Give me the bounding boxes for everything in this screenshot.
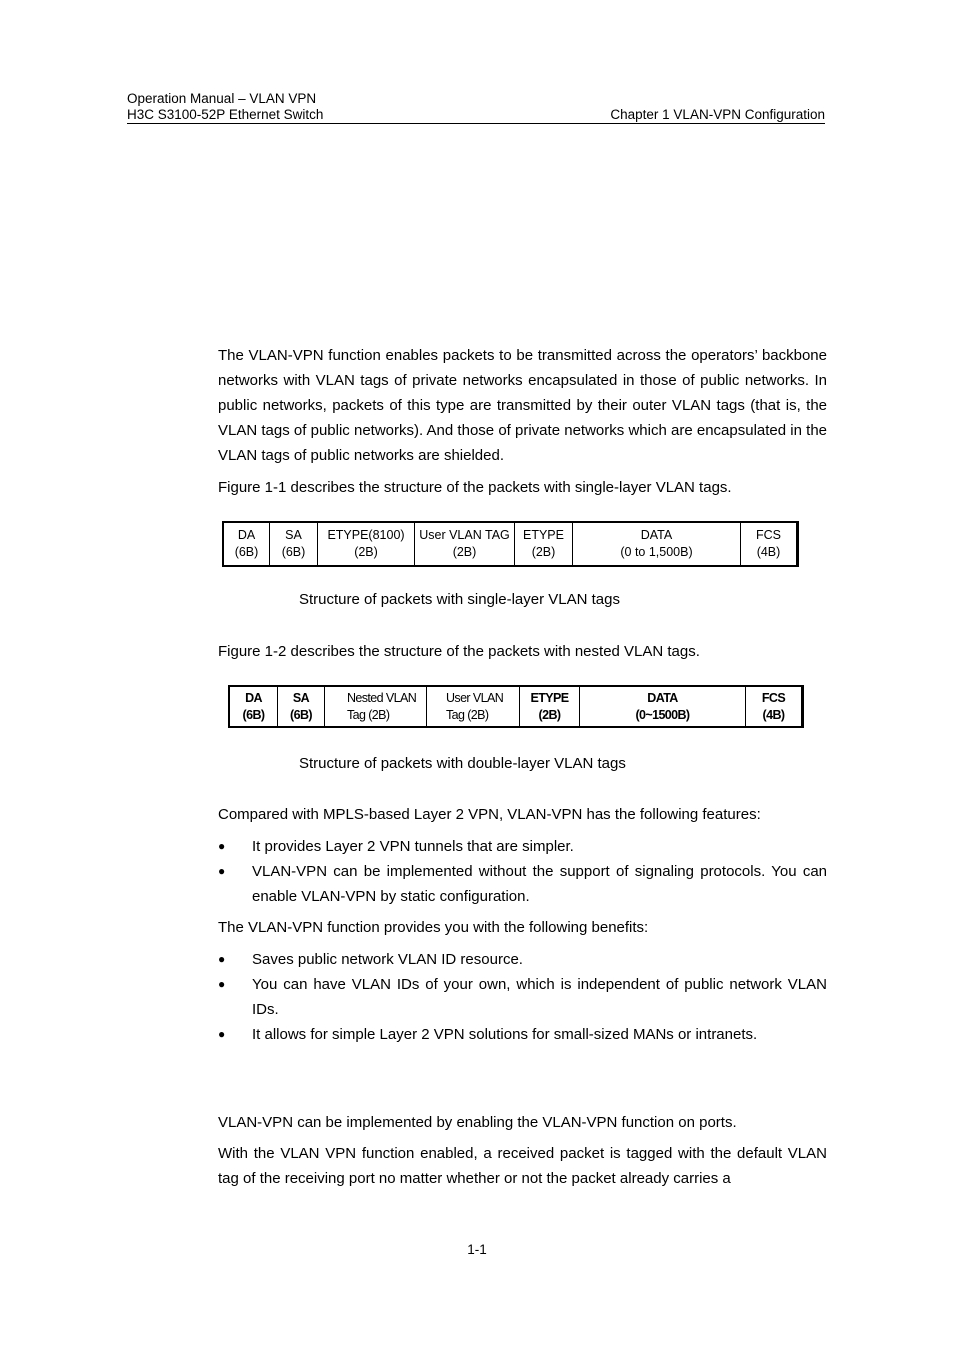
field-size: Tag (2B) — [446, 707, 489, 722]
single-tag-packet-diagram — [222, 521, 799, 567]
field-size: (6B) — [290, 707, 312, 722]
field-sa — [278, 687, 325, 726]
bullet-icon: ● — [218, 1027, 226, 1041]
benefit-item: Saves public network VLAN ID resource. — [252, 951, 523, 968]
field-size: (4B) — [756, 545, 781, 559]
field-name: FCS — [761, 690, 786, 705]
page-number: 1-1 — [467, 1242, 487, 1257]
benefit-item: It allows for simple Layer 2 VPN solutions for small-sized MANs or intranets. — [252, 1026, 758, 1043]
field-name: DA — [245, 690, 262, 705]
field-etype — [515, 523, 573, 565]
bullet-icon: ● — [218, 839, 226, 853]
benefits-intro: The VLAN-VPN function provides you with the following benefits: — [218, 919, 649, 936]
field-user-vlan-tag — [427, 687, 520, 726]
bullet-icon: ● — [218, 977, 226, 991]
feature-item: VLAN-VPN can be implemented without the support of signaling protocols. You can enable VLAN-VPN by static configuration. — [252, 863, 827, 905]
field-da — [224, 523, 270, 565]
field-sa — [270, 523, 318, 565]
field-etype-8100 — [318, 523, 415, 565]
field-size: (6B) — [281, 545, 306, 559]
field-user-vlan-tag — [415, 523, 515, 565]
double-tag-packet-diagram — [228, 685, 804, 728]
field-nested-vlan-tag — [325, 687, 427, 726]
manual-title: Operation Manual – VLAN VPN — [127, 91, 317, 106]
field-name: SA — [285, 528, 302, 542]
figure2-reference: Figure 1-2 describes the structure of the packets with nested VLAN tags. — [218, 643, 700, 660]
field-size: (6B) — [242, 707, 265, 722]
field-name: DATA — [640, 528, 673, 542]
field-size: (2B) — [531, 545, 556, 559]
feature-item: It provides Layer 2 VPN tunnels that are simpler. — [252, 838, 574, 855]
field-fcs — [741, 523, 796, 565]
bullet-icon: ● — [218, 952, 226, 966]
features-intro: Compared with MPLS-based Layer 2 VPN, VLAN-VPN has the following features: — [218, 806, 761, 823]
chapter-title: Chapter 1 VLAN-VPN Configuration — [610, 107, 825, 122]
field-name: FCS — [756, 528, 781, 542]
bullet-icon: ● — [218, 864, 226, 878]
field-size: Tag (2B) — [347, 707, 390, 722]
field-data — [580, 687, 746, 726]
field-name: ETYPE — [530, 690, 569, 705]
implementation-paragraph-1: VLAN-VPN can be implemented by enabling the VLAN-VPN function on ports. — [218, 1114, 737, 1131]
field-size: (2B) — [538, 707, 561, 722]
field-size: (4B) — [762, 707, 785, 722]
field-name: DA — [237, 528, 256, 542]
header-rule — [127, 123, 825, 124]
field-size: (0~1500B) — [635, 707, 690, 722]
figure1-reference: Figure 1-1 describes the structure of the packets with single-layer VLAN tags. — [218, 479, 732, 496]
field-etype — [520, 687, 580, 726]
field-da — [230, 687, 278, 726]
figure2-caption: Structure of packets with double-layer VLAN tags — [299, 755, 626, 772]
field-name: Nested VLAN — [347, 690, 417, 705]
field-name: User VLAN TAG — [419, 528, 510, 542]
field-size: (0 to 1,500B) — [620, 545, 693, 559]
field-name: User VLAN — [446, 690, 504, 705]
field-size: (2B) — [452, 545, 477, 559]
figure1-caption: Structure of packets with single-layer VLAN tags — [299, 591, 620, 608]
field-name: DATA — [647, 690, 678, 705]
implementation-paragraph-2: With the VLAN VPN function enabled, a received packet is tagged with the default VLAN tag of the receiving port no matter whether or not the packet already carries a — [218, 1145, 827, 1187]
field-name: ETYPE(8100) — [327, 528, 405, 542]
benefit-item: You can have VLAN IDs of your own, which is independent of public network VLAN IDs. — [252, 976, 827, 1018]
field-size: (6B) — [234, 545, 259, 559]
field-size: (2B) — [354, 545, 378, 559]
field-data — [573, 523, 741, 565]
intro-paragraph: The VLAN-VPN function enables packets to be transmitted across the operators’ backbone networks with VLAN tags of private networks encapsulated in those of public networks. In public networks, packets of this type are transmitted by their outer VLAN tags (that is, the VLAN tags of public networks). And those of private networks which are encapsulated in the VLAN tags of public networks are shielded. — [218, 347, 827, 464]
product-name: H3C S3100-52P Ethernet Switch — [127, 107, 324, 122]
field-fcs — [746, 687, 801, 726]
field-name: SA — [292, 690, 310, 705]
field-name: ETYPE — [523, 528, 564, 542]
